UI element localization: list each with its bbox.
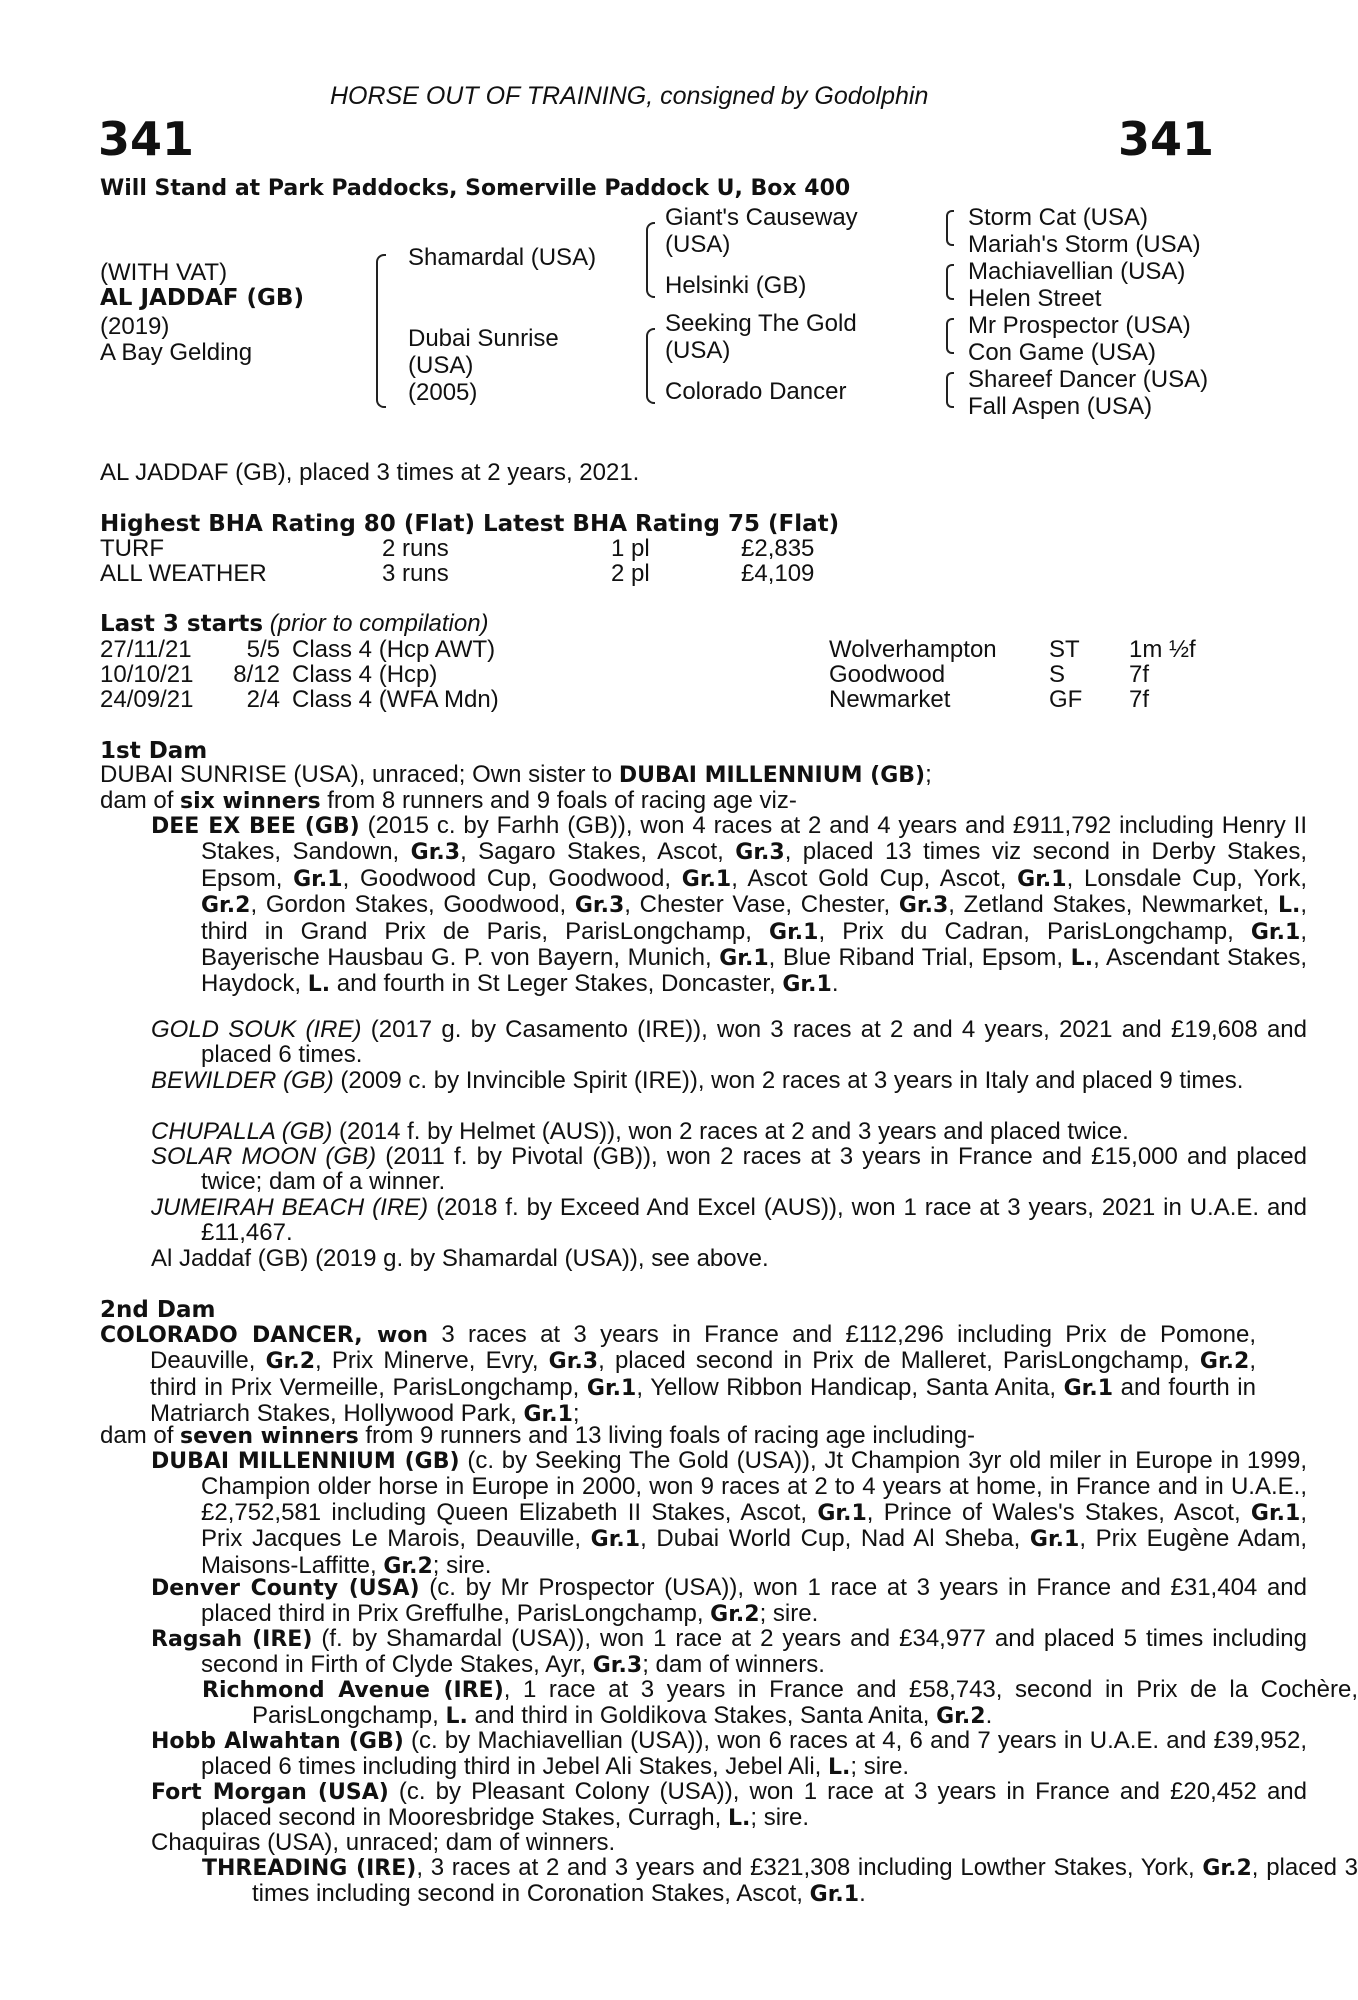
- ratings-table: [100, 536, 814, 586]
- pedigree-dam-line3: (2005): [408, 379, 478, 406]
- last-starts-table: [100, 637, 1196, 712]
- first-dam-intro: [100, 762, 1206, 815]
- start-course: Wolverhampton: [829, 636, 997, 663]
- first-dam-foal-gold-souk: GOLD SOUK (IRE) (2017 g. by Casamento (IRE)), won 3 races at 2 and 4 years, 2021 and £19,608 and placed 6 times.: [151, 1016, 1308, 1069]
- first-dam-foal-jumeirah-beach: JUMEIRAH BEACH (IRE) (2018 f. by Exceed And Excel (AUS)), won 1 race at 3 years, 2021 in U.A.E. and £11,467.: [151, 1194, 1308, 1247]
- pedigree-sire-sire-line2: (USA): [665, 231, 731, 258]
- second-dam-foal-denver-county: Denver County (USA) (c. by Mr Prospector (USA)), won 1 race at 3 years in France and £31,404 and placed third in Prix Greffulhe, ParisLongchamp, Gr.2; sire.: [151, 1574, 1307, 1628]
- ratings-runs: 3 runs: [382, 560, 449, 587]
- ratings-earnings: £2,835: [741, 535, 815, 562]
- pedigree-dam-line2: (USA): [408, 352, 474, 379]
- ratings-surface: ALL WEATHER: [100, 560, 267, 587]
- pedigree-brace-main: [376, 254, 386, 408]
- second-dam-winners: seven winners: [180, 1424, 359, 1449]
- start-race: Class 4 (Hcp AWT): [292, 636, 496, 663]
- start-race: Class 4 (Hcp): [292, 661, 438, 688]
- race-summary: AL JADDAF (GB), placed 3 times at 2 years, 2021.: [100, 459, 640, 486]
- start-going: GF: [1049, 686, 1083, 713]
- second-dam-record: COLORADO DANCER, won 3 races at 3 years in France and £112,296 including Prix de Pomone, Deauville, Gr.2, Prix Minerve, Evry, Gr.3, placed second in Prix de Malleret, ParisLongchamp, Gr.2, third in Prix Vermeille, ParisLongchamp, Gr.1, Yellow Ribbon Handicap, Santa Anita, Gr.1 and fourth in Matriarch Stakes, Hollywood Park, Gr.1;: [100, 1321, 1257, 1428]
- second-dam-runners: from 9 runners and 13 living foals of racing age including-: [358, 1422, 976, 1449]
- pedigree-dam: [408, 325, 559, 406]
- start-date: 24/09/21: [100, 686, 194, 713]
- pedigree-brace-g3: [946, 318, 954, 354]
- pedigree-brace-g2: [946, 264, 954, 300]
- first-dam-foal-al-jaddaf: Al Jaddaf (GB) (2019 g. by Shamardal (USA)), see above.: [151, 1245, 769, 1272]
- pedigree-gen4-2: Mariah's Storm (USA): [968, 231, 1201, 258]
- pedigree-brace-sire: [646, 222, 655, 298]
- horse-name: AL JADDAF (GB): [100, 285, 304, 311]
- pedigree-sire-sire: [665, 204, 858, 258]
- first-dam-intro-text: DUBAI SUNRISE (USA), unraced; Own sister to: [100, 761, 619, 788]
- pedigree-brace-g4: [946, 372, 954, 408]
- horse-description: A Bay Gelding: [100, 339, 253, 366]
- start-distance: 7f: [1129, 686, 1150, 713]
- first-dam-foal-chupalla: CHUPALLA (GB) (2014 f. by Helmet (AUS)), won 2 races at 2 and 3 years and placed twice.: [151, 1118, 1129, 1145]
- start-date: 27/11/21: [100, 636, 192, 663]
- second-dam-dam-of: [100, 1423, 1206, 1449]
- pedigree-sire: Shamardal (USA): [408, 244, 597, 271]
- first-dam-intro-line2: [100, 788, 1206, 814]
- start-row: [100, 662, 1196, 687]
- pedigree-sire-dam: Helsinki (GB): [665, 272, 807, 299]
- ratings-heading: Highest BHA Rating 80 (Flat) Latest BHA Rating 75 (Flat): [100, 511, 840, 537]
- pedigree-gen4-7: Shareef Dancer (USA): [968, 366, 1209, 393]
- pedigree-dam-sire-line2: (USA): [665, 337, 731, 364]
- start-row: [100, 637, 1196, 662]
- first-dam-intro-line1: [100, 762, 1206, 788]
- pedigree-dam-dam: Colorado Dancer: [665, 378, 847, 405]
- first-dam-winners: six winners: [180, 789, 321, 815]
- last-starts-note: (prior to compilation): [269, 610, 489, 637]
- last-starts-heading: [100, 611, 489, 637]
- start-course: Goodwood: [829, 661, 946, 688]
- pedigree-gen4-4: Helen Street: [968, 285, 1102, 312]
- ratings-placed: 1 pl: [611, 535, 650, 562]
- start-going: S: [1049, 661, 1066, 688]
- start-position: 8/12: [233, 661, 280, 688]
- second-dam-foal-chaquiras: Chaquiras (USA), unraced; dam of winners.: [151, 1829, 616, 1856]
- ratings-runs: 2 runs: [382, 535, 449, 562]
- start-race: Class 4 (WFA Mdn): [292, 686, 499, 713]
- pedigree-brace-dam: [646, 328, 655, 404]
- pedigree-sire-sire-line1: Giant's Causeway: [665, 204, 858, 231]
- first-dam-foal-dee-ex-bee: DEE EX BEE (GB) (2015 c. by Farhh (GB)), won 4 races at 2 and 4 years and £911,792 including Henry II Stakes, Sandown, Gr.3, Sagaro Stakes, Ascot, Gr.3, placed 13 times viz second in Derby Stakes, Epsom, Gr.1, Goodwood Cup, Goodwood, Gr.1, Ascot Gold Cup, Ascot, Gr.1, Lonsdale Cup, York, Gr.2, Gordon Stakes, Goodwood, Gr.3, Chester Vase, Chester, Gr.3, Zetland Stakes, Newmarket, L., third in Grand Prix de Paris, ParisLongchamp, Gr.1, Prix du Cadran, ParisLongchamp, Gr.1, Bayerische Hausbau G. P. von Bayern, Munich, Gr.1, Blue Riband Trial, Epsom, L., Ascendant Stakes, Haydock, L. and fourth in St Leger Stakes, Doncaster, Gr.1.: [151, 812, 1308, 998]
- start-row: [100, 687, 1196, 712]
- pedigree-gen4-8: Fall Aspen (USA): [968, 393, 1153, 420]
- ratings-row: [100, 536, 814, 561]
- ratings-placed: 2 pl: [611, 560, 650, 587]
- second-dam-foal-hobb-alwahtan: Hobb Alwahtan (GB) (c. by Machiavellian (USA)), won 6 races at 4, 6 and 7 years in U.A.E. and £39,952, placed 6 times including third in Jebel Ali Stakes, Jebel Ali, L.; sire.: [151, 1727, 1307, 1781]
- stand-location: Will Stand at Park Paddocks, Somerville Paddock U, Box 400: [100, 176, 851, 201]
- pedigree-gen4-6: Con Game (USA): [968, 339, 1157, 366]
- lot-number-left: 341: [98, 112, 195, 166]
- first-dam-heading: 1st Dam: [100, 738, 208, 764]
- ratings-surface: TURF: [100, 535, 164, 562]
- second-dam-foal-ragsah: Ragsah (IRE) (f. by Shamardal (USA)), won 1 race at 2 years and £34,977 and placed 5 times including second in Firth of Clyde Stakes, Ayr, Gr.3; dam of winners.: [151, 1625, 1308, 1679]
- pedigree-dam-line1: Dubai Sunrise: [408, 325, 559, 352]
- vat-note: (WITH VAT): [100, 259, 228, 286]
- horse-year: (2019): [100, 313, 170, 340]
- first-dam-runners: from 8 runners and 9 foals of racing age viz-: [320, 787, 797, 815]
- ratings-earnings: £4,109: [741, 560, 815, 587]
- pedigree-dam-sire: [665, 310, 857, 364]
- first-dam-sister: DUBAI MILLENNIUM (GB): [618, 763, 926, 788]
- start-distance: 7f: [1129, 661, 1150, 688]
- start-position: 2/4: [246, 686, 280, 713]
- start-date: 10/10/21: [100, 661, 194, 688]
- consignment-header: HORSE OUT OF TRAINING, consigned by Godolphin: [330, 82, 929, 110]
- first-dam-foal-solar-moon: SOLAR MOON (GB) (2011 f. by Pivotal (GB)), won 2 races at 3 years in France and £15,000 and placed twice; dam of a winner.: [151, 1143, 1308, 1196]
- second-dam-dam-of-text: dam of: [100, 1422, 181, 1449]
- second-dam-grandfoal-richmond-avenue: Richmond Avenue (IRE), 1 race at 3 years in France and £58,743, second in Prix de la Cochère, ParisLongchamp, L. and third in Goldikova Stakes, Santa Anita, Gr.2.: [202, 1676, 1358, 1730]
- first-dam-foal-bewilder: BEWILDER (GB) (2009 c. by Invincible Spirit (IRE)), won 2 races at 3 years in Italy and placed 9 times.: [151, 1067, 1244, 1094]
- start-going: ST: [1049, 636, 1080, 663]
- second-dam-grandfoal-threading: THREADING (IRE), 3 races at 2 and 3 years and £321,308 including Lowther Stakes, York, Gr.2, placed 3 times including second in Coronation Stakes, Ascot, Gr.1.: [202, 1854, 1358, 1908]
- pedigree-dam-sire-line1: Seeking The Gold: [665, 310, 857, 337]
- pedigree-gen4-1: Storm Cat (USA): [968, 204, 1149, 231]
- start-distance: 1m ½f: [1129, 636, 1196, 663]
- ratings-row: [100, 561, 814, 586]
- second-dam-foal-dubai-millennium: DUBAI MILLENNIUM (GB) (c. by Seeking The Gold (USA)), Jt Champion 3yr old miler in Europe in 1999, Champion older horse in Europe in 2000, won 9 races at 2 to 4 years at home, in France and in U.A.E., £2,752,581 including Queen Elizabeth II Stakes, Ascot, Gr.1, Prince of Wales's Stakes, Ascot, Gr.1, Prix Jacques Le Marois, Deauville, Gr.1, Dubai World Cup, Nad Al Sheba, Gr.1, Prix Eugène Adam, Maisons-Laffitte, Gr.2; sire.: [151, 1447, 1308, 1579]
- second-dam-name: COLORADO DANCER, won: [100, 1323, 429, 1348]
- pedigree-brace-g1: [946, 210, 954, 246]
- lot-number-right: 341: [1118, 112, 1215, 166]
- start-course: Newmarket: [829, 686, 951, 713]
- second-dam-foal-fort-morgan: Fort Morgan (USA) (c. by Pleasant Colony (USA)), won 1 race at 3 years in France and £20,452 and placed second in Mooresbridge Stakes, Curragh, L.; sire.: [151, 1778, 1307, 1832]
- second-dam-heading: 2nd Dam: [100, 1297, 216, 1323]
- first-dam-dam-of: dam of: [100, 787, 181, 815]
- pedigree-gen4-3: Machiavellian (USA): [968, 258, 1186, 285]
- last-starts-title: Last 3 starts: [100, 611, 264, 637]
- start-position: 5/5: [246, 636, 280, 663]
- pedigree-gen4-5: Mr Prospector (USA): [968, 312, 1191, 339]
- pedigree-gen4: [968, 204, 1208, 420]
- first-dam-intro-end: ;: [925, 761, 932, 788]
